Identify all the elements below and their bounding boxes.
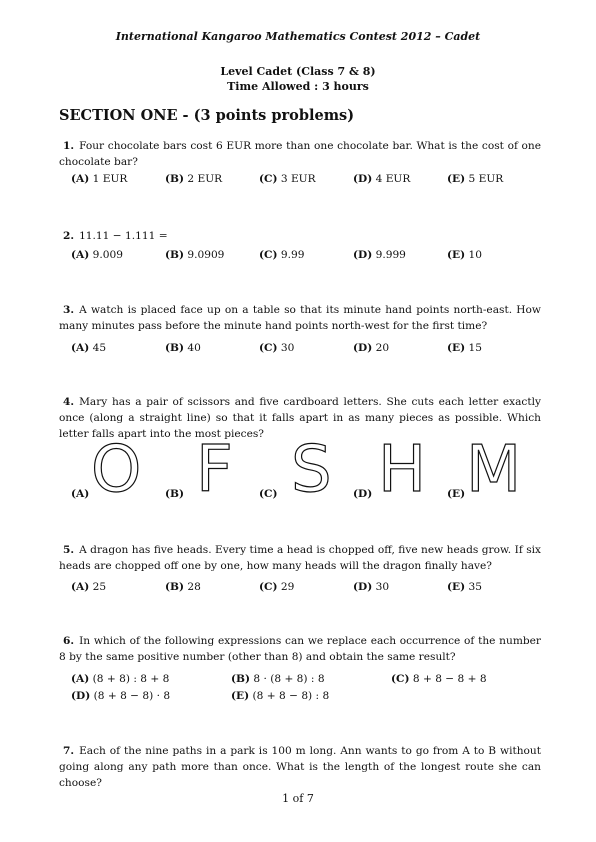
option-b: (B) 9.0909	[165, 249, 225, 261]
option-a: (A) 1 EUR	[71, 173, 128, 185]
option-e: (E) 10	[447, 249, 482, 261]
option-e: (E) (8 + 8 − 8) : 8	[231, 690, 330, 702]
option-d-label: (D)	[353, 488, 373, 500]
question-number: 2.	[63, 230, 75, 242]
question-number: 1.	[63, 140, 75, 152]
question-2	[59, 228, 541, 244]
contest-header: International Kangaroo Mathematics Contest 2012 – Cadet	[115, 30, 481, 43]
question-3	[59, 302, 541, 334]
question-text: A watch is placed face up on a table so that its minute hand points north-east. How many minutes pass before the minute hand points north-west for the first time?	[59, 304, 541, 332]
question-5	[59, 542, 541, 574]
option-c: (C) 9.99	[259, 249, 305, 261]
option-c: (C) 8 + 8 − 8 + 8	[391, 673, 487, 685]
option-b: (B) 28	[165, 581, 201, 593]
option-c: (C) 3 EUR	[259, 173, 316, 185]
question-7	[59, 743, 541, 791]
time-line: Time Allowed : 3 hours	[227, 80, 369, 93]
question-number: 4.	[63, 396, 75, 408]
option-a: (A) 45	[71, 342, 107, 354]
question-number: 6.	[63, 635, 75, 647]
question-1	[59, 138, 541, 170]
option-d: (D) 30	[353, 581, 390, 593]
option-b: (B) 2 EUR	[165, 173, 223, 185]
level-info	[0, 64, 596, 94]
section-title: SECTION ONE - (3 points problems)	[59, 107, 355, 124]
option-d: (D) 9.999	[353, 249, 406, 261]
letter-m-picture: M	[466, 433, 522, 507]
option-e: (E) 15	[447, 342, 482, 354]
option-c-label: (C)	[259, 488, 278, 500]
letter-h-picture: H	[378, 433, 427, 507]
option-e: (E) 5 EUR	[447, 173, 504, 185]
question-text: Four chocolate bars cost 6 EUR more than one chocolate bar. What is the cost of one chocolate bar?	[59, 140, 541, 168]
page-number: 1 of 7	[282, 792, 314, 805]
letter-s-picture: S	[291, 433, 332, 507]
question-number: 3.	[63, 304, 75, 316]
option-c: (C) 29	[259, 581, 295, 593]
letter-f-picture: F	[196, 433, 233, 507]
level-line: Level Cadet (Class 7 & 8)	[220, 65, 376, 78]
question-text: A dragon has five heads. Every time a head is chopped off, five new heads grow. If six heads are chopped off one by one, how many heads will the dragon finally have?	[59, 544, 541, 572]
option-d: (D) 4 EUR	[353, 173, 411, 185]
option-e-label: (E)	[447, 488, 466, 500]
question-text: Mary has a pair of scissors and five cardboard letters. She cuts each letter exactly once (along a straight line) so that it falls apart in as many pieces as possible. Which letter falls apart into the most pieces?	[59, 396, 541, 440]
question-text: In which of the following expressions can we replace each occurrence of the number 8 by the same positive number (other than 8) and obtain the same result?	[59, 635, 541, 663]
question-6	[59, 633, 541, 665]
option-a: (A) (8 + 8) : 8 + 8	[71, 673, 170, 685]
question-number: 7.	[63, 745, 75, 757]
letter-o-picture: O	[91, 433, 142, 507]
option-b: (B) 8 · (8 + 8) : 8	[231, 673, 325, 685]
option-d: (D) 20	[353, 342, 390, 354]
question-text: 11.11 − 1.111 =	[79, 230, 168, 242]
option-a: (A) 25	[71, 581, 107, 593]
option-a: (A) 9.009	[71, 249, 123, 261]
question-number: 5.	[63, 544, 75, 556]
option-b-label: (B)	[165, 488, 184, 500]
question-text: Each of the nine paths in a park is 100 m long. Ann wants to go from A to B without going along any path more than once. What is the length of the longest route she can choose?	[59, 745, 541, 789]
option-d: (D) (8 + 8 − 8) · 8	[71, 690, 171, 702]
option-c: (C) 30	[259, 342, 295, 354]
option-e: (E) 35	[447, 581, 482, 593]
option-a-label: (A)	[71, 488, 90, 500]
option-b: (B) 40	[165, 342, 201, 354]
